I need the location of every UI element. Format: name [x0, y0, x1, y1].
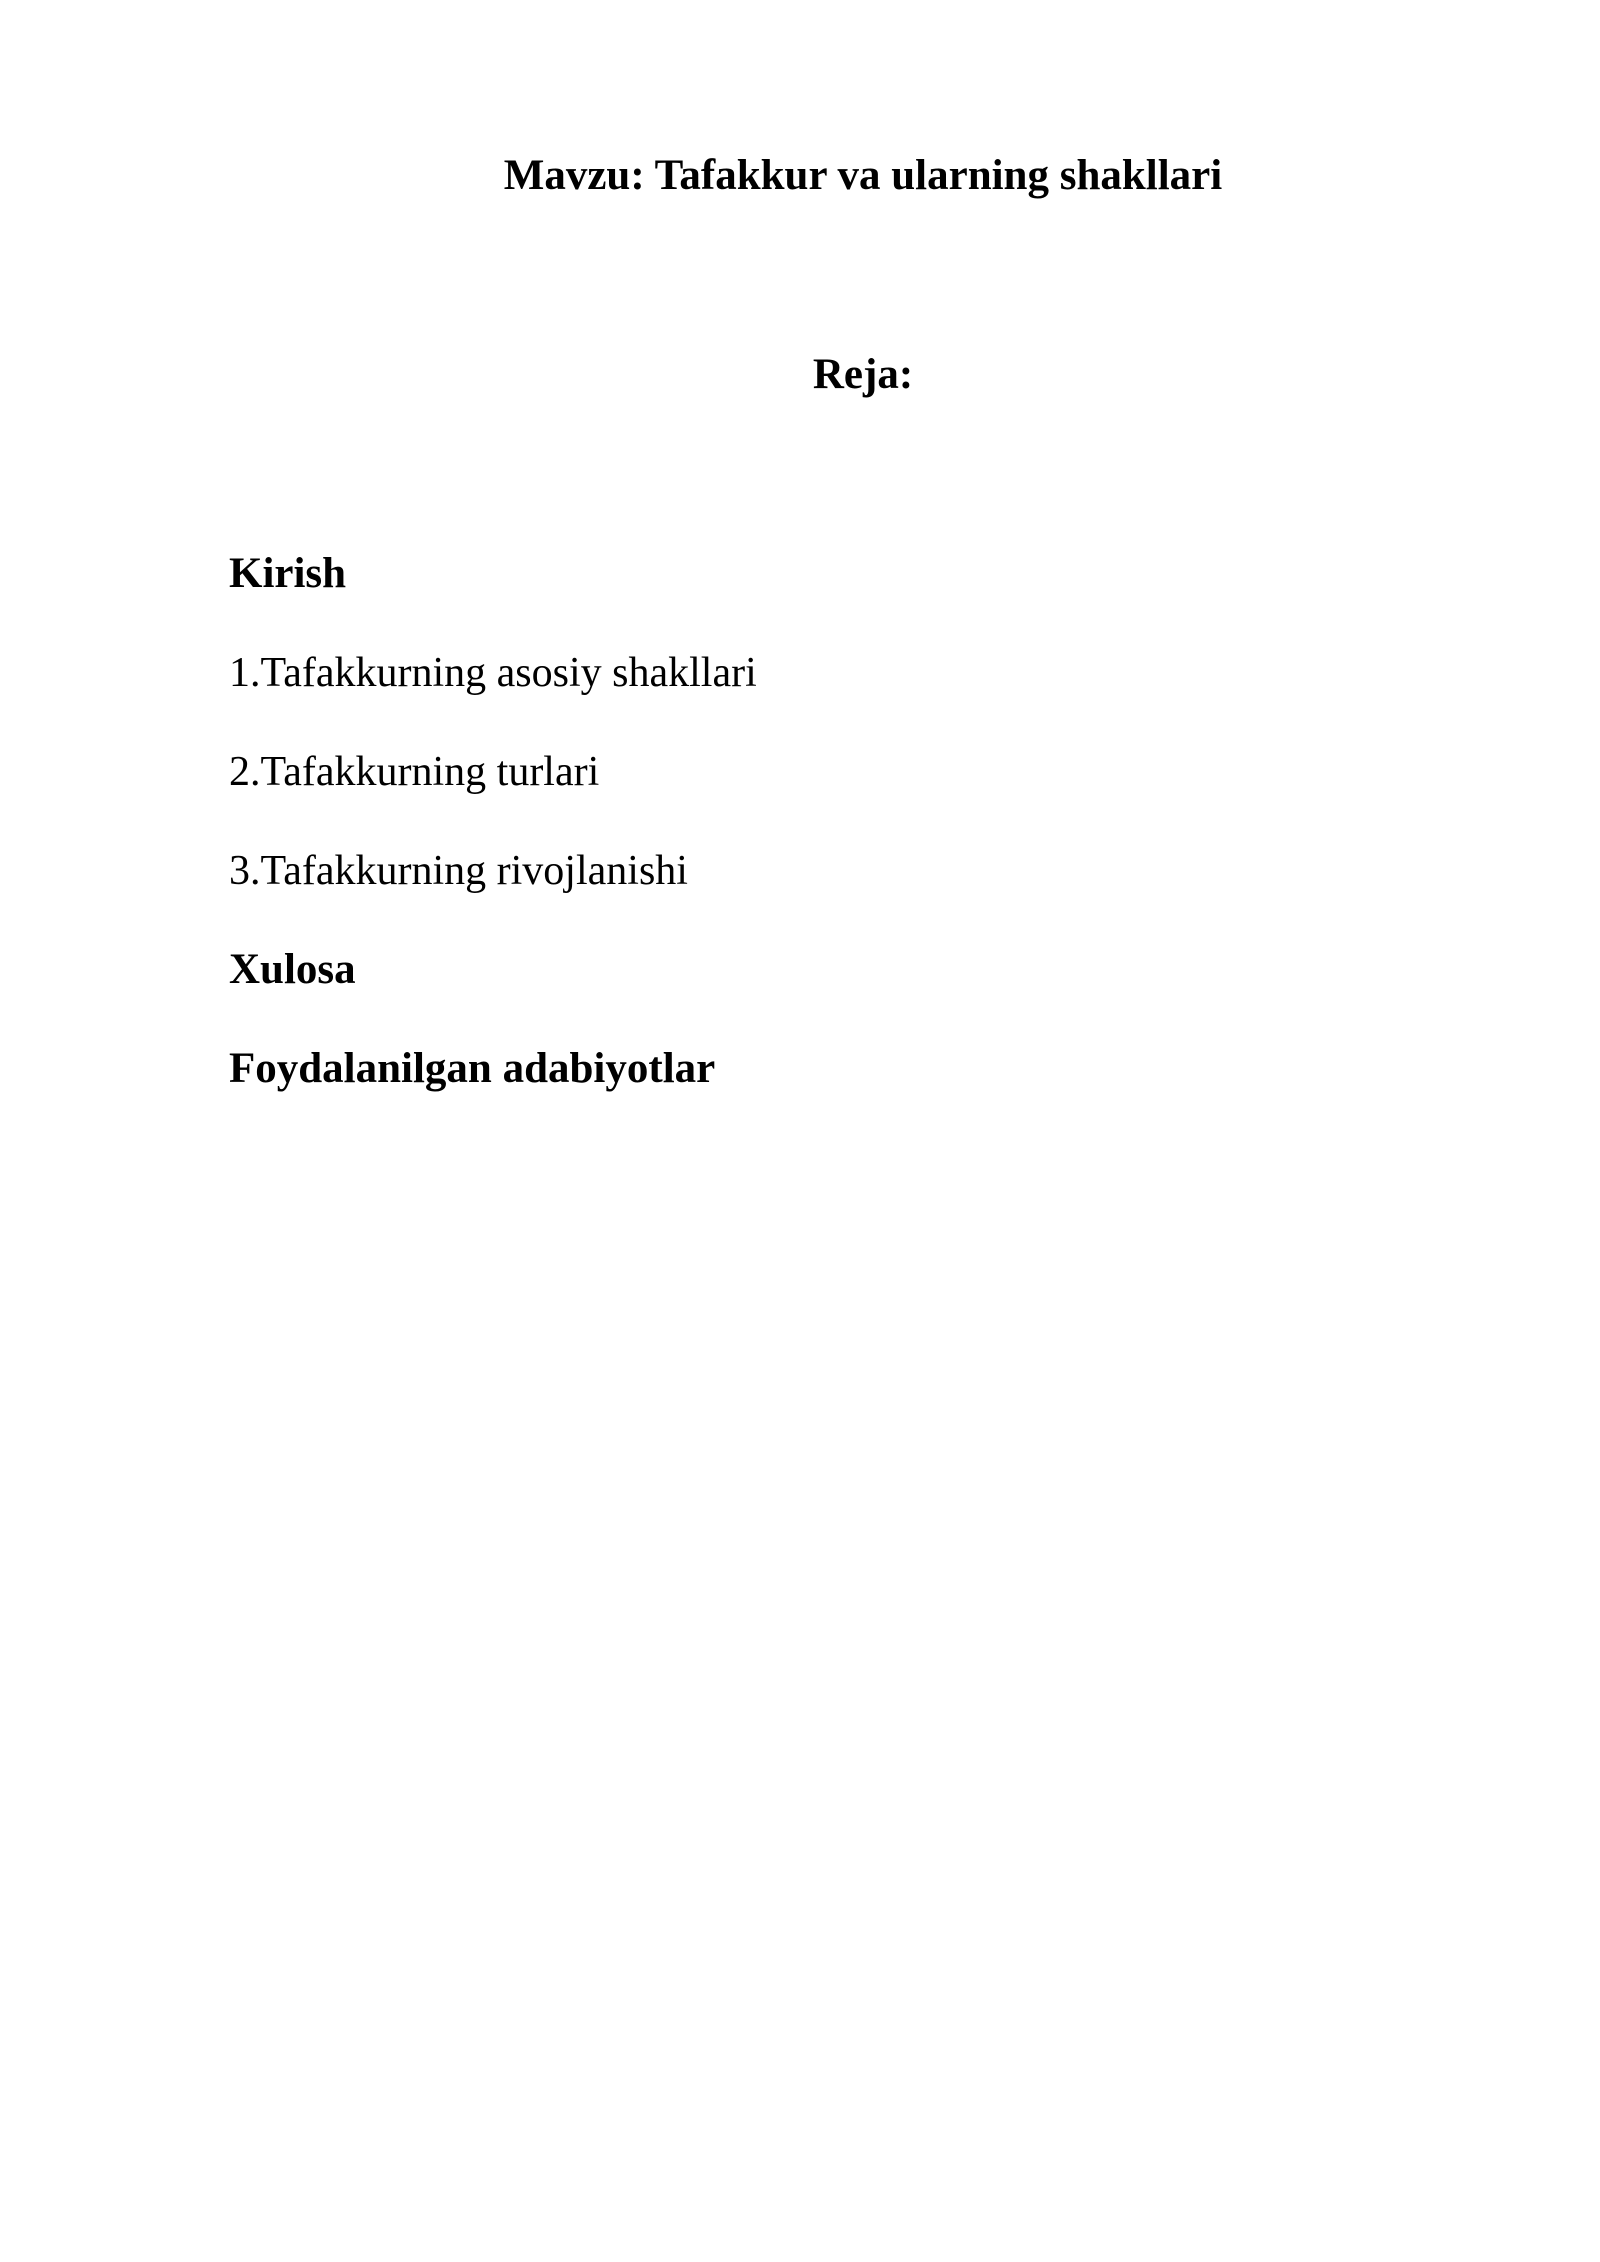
plan-heading: Reja:	[812, 351, 914, 398]
plan-item-conclusion: Xulosa	[229, 946, 356, 993]
plan-item-2: 2.Tafakkurning turlari	[229, 749, 600, 795]
plan-item-1: 1.Tafakkurning asosiy shakllari	[229, 650, 757, 696]
plan-item-references: Foydalanilgan adabiyotlar	[229, 1045, 716, 1092]
document-title: Mavzu: Tafakkur va ularning shakllari	[503, 152, 1223, 199]
plan-item-3: 3.Tafakkurning rivojlanishi	[229, 848, 688, 894]
plan-item-introduction: Kirish	[229, 550, 347, 597]
